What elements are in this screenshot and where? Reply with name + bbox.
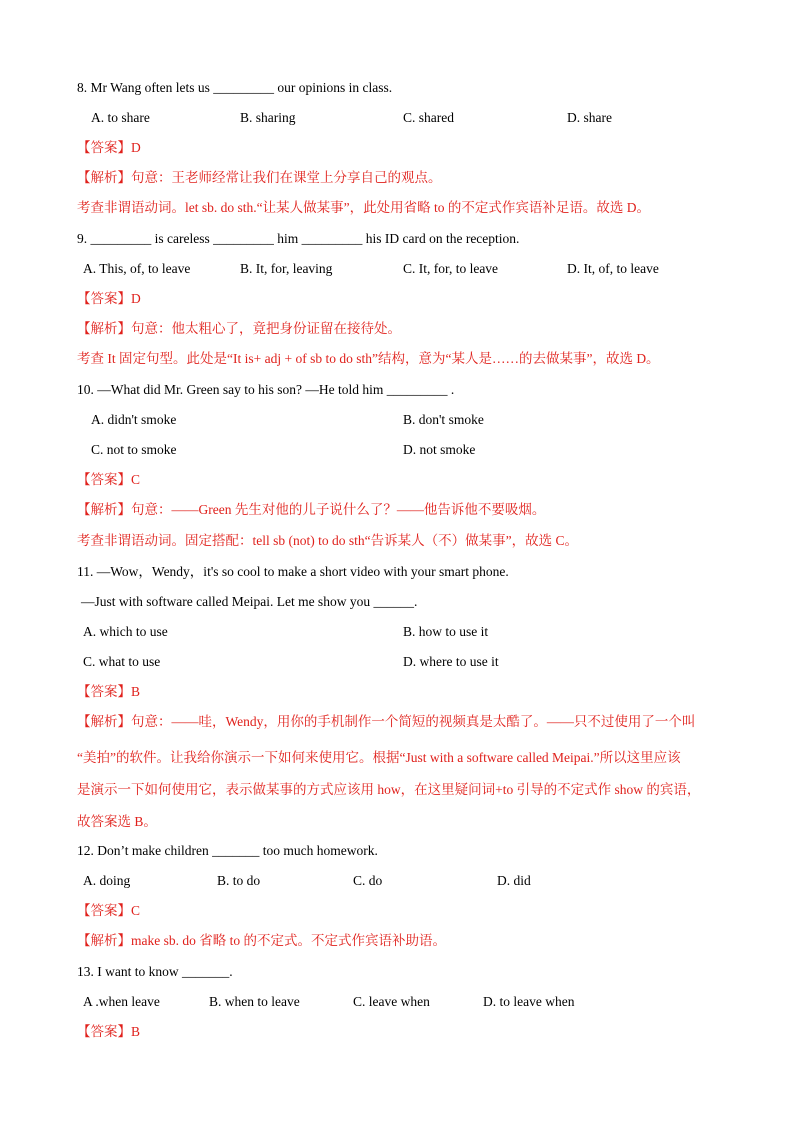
q8-option-b: B. sharing xyxy=(240,110,296,125)
q8-option-c: C. shared xyxy=(403,110,454,125)
q11-option-d: D. where to use it xyxy=(403,654,499,669)
q9-explanation: 【解析】句意：他太粗心了，竟把身份证留在接待处。 xyxy=(77,321,401,336)
q9-stem: 9. _________ is careless _________ him _________ his ID card on the reception. xyxy=(77,231,520,246)
q13-stem: 13. I want to know _______. xyxy=(77,964,233,979)
q12-option-a: A. doing xyxy=(83,873,131,888)
q13-answer: 【答案】B xyxy=(77,1024,141,1039)
q12-option-d: D. did xyxy=(497,873,531,888)
q12-explanation: 【解析】make sb. do 省略 to 的不定式。不定式作宾语补助语。 xyxy=(77,933,446,948)
q11-explanation: 【解析】句意：——哇，Wendy，用你的手机制作一个简短的视频真是太酷了。——只不过使用了一个叫 xyxy=(77,714,696,729)
q10-option-c: C. not to smoke xyxy=(91,442,177,457)
q9-answer: 【答案】D xyxy=(77,291,141,306)
q8-option-d: D. share xyxy=(567,110,612,125)
q12-stem: 12. Don’t make children _______ too much homework. xyxy=(77,843,378,858)
q11-option-c: C. what to use xyxy=(83,654,161,669)
q8-stem: 8. Mr Wang often lets us _________ our opinions in class. xyxy=(77,80,393,95)
q13-option-d: D. to leave when xyxy=(483,994,575,1009)
q11-stem-reply: —Just with software called Meipai. Let me show you ______. xyxy=(81,594,418,609)
q9-option-d: D. It, of, to leave xyxy=(567,261,659,276)
q10-stem: 10. —What did Mr. Green say to his son? —He told him _________ . xyxy=(77,382,455,397)
q11-answer: 【答案】B xyxy=(77,684,141,699)
q11-explanation-line3: 是演示一下如何使用它，表示做某事的方式应该用 how，在这里疑问词+to 引导的不定式作 show 的宾语， xyxy=(77,782,701,797)
q8-option-a: A. to share xyxy=(91,110,150,125)
q11-explanation-line4: 故答案选 B。 xyxy=(77,814,157,829)
q13-option-a: A .when leave xyxy=(83,994,160,1009)
q8-explanation: 【解析】句意：王老师经常让我们在课堂上分享自己的观点。 xyxy=(77,170,442,185)
q8-answer: 【答案】D xyxy=(77,140,141,155)
q9-option-a: A. This, of, to leave xyxy=(83,261,191,276)
q11-stem: 11. —Wow，Wendy，it's so cool to make a short video with your smart phone. xyxy=(77,564,509,579)
q12-answer: 【答案】C xyxy=(77,903,141,918)
q10-option-b: B. don't smoke xyxy=(403,412,484,427)
q11-explanation-line2: “美拍”的软件。让我给你演示一下如何来使用它。根据“Just with a software called Meipai.”所以这里应该 xyxy=(77,750,681,765)
q9-option-b: B. It, for, leaving xyxy=(240,261,333,276)
q12-option-c: C. do xyxy=(353,873,383,888)
q10-explanation-detail: 考查非谓语动词。固定搭配：tell sb (not) to do sth“告诉某人（不）做某事”，故选 C。 xyxy=(77,533,578,548)
q9-explanation-detail: 考查 It 固定句型。此处是“It is+ adj + of sb to do sth”结构，意为“某人是……的去做某事”，故选 D。 xyxy=(77,351,660,366)
q10-option-a: A. didn't smoke xyxy=(91,412,177,427)
q12-option-b: B. to do xyxy=(217,873,261,888)
q8-explanation-detail: 考查非谓语动词。let sb. do sth.“让某人做某事”，此处用省略 to 的不定式作宾语补足语。故选 D。 xyxy=(77,200,650,215)
q13-option-c: C. leave when xyxy=(353,994,430,1009)
q13-option-b: B. when to leave xyxy=(209,994,300,1009)
q10-answer: 【答案】C xyxy=(77,472,141,487)
q10-explanation: 【解析】句意：——Green 先生对他的儿子说什么了？——他告诉他不要吸烟。 xyxy=(77,502,546,517)
q9-option-c: C. It, for, to leave xyxy=(403,261,499,276)
q10-option-d: D. not smoke xyxy=(403,442,476,457)
q11-option-a: A. which to use xyxy=(83,624,168,639)
q11-option-b: B. how to use it xyxy=(403,624,489,639)
